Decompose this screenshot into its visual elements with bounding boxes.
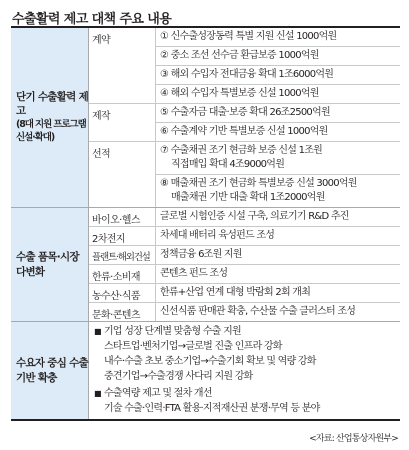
band-diversify	[11, 208, 400, 322]
group-shipping	[89, 142, 400, 207]
band-label-text: 단기 수출활력 제고	[16, 91, 89, 118]
sector-name: 플랜트·해외건설	[89, 246, 156, 264]
program-item-line1: ⑧ 매출채권 조기 현금화 특별보증 신설 3000억원	[160, 178, 357, 189]
program-item: ① 신수출성장동력 특별 지원 신설 1000억원	[156, 28, 400, 47]
group-production	[89, 104, 400, 142]
base-heading-text: 수출역량 제고 및 절차 개선	[104, 388, 212, 399]
band-short-term	[11, 28, 400, 208]
square-bullet-icon: ■	[94, 327, 101, 336]
sector-name: 문화·콘텐츠	[89, 303, 156, 321]
base-line: 내수·수출 초보 중소기업→수출기회 확보 및 역량 강화	[104, 356, 316, 367]
diversify-row	[89, 303, 400, 321]
base-line: 기술 수출·인력·FTA 활용·지적재산권 분쟁·무역 등 분야	[104, 403, 320, 414]
base-line: 스타트업·벤처기업→글로벌 진출 인프라 강화	[104, 341, 282, 352]
program-item: ③ 해외 수입자 전대금융 확대 1조6000억원	[156, 66, 400, 85]
base-heading	[89, 384, 400, 401]
base-heading-text: 기업 성장 단계별 맞춤형 수출 지원	[104, 326, 241, 337]
sector-value: 한류+산업 연계 대형 박람회 2회 개최	[160, 287, 311, 298]
sector-name: 농수산·식품	[89, 284, 156, 302]
band-content-short-term	[89, 28, 400, 207]
band-label-base	[11, 322, 89, 419]
sector-value: 정책금융 6조원 지원	[160, 249, 242, 260]
diversify-row	[89, 246, 400, 265]
program-item-line2: 직접매입 확대 4조9000억원	[171, 159, 285, 170]
diversify-row	[89, 284, 400, 303]
program-item: ② 중소 조선 선수금 환급보증 1000억원	[156, 47, 400, 66]
band-base	[11, 322, 400, 419]
page-title: 수출활력 제고 대책 주요 내용	[12, 12, 172, 27]
square-bullet-icon: ■	[94, 389, 101, 398]
sector-value: 신선식품 판매관 확충, 수산물 수출 클러스터 조성	[160, 306, 356, 317]
sector-value: 글로벌 시험인증 시설 구축, 의료기기 R&D 추진	[160, 211, 349, 222]
base-line: 중견기업→수출경쟁 사다리 지원 강화	[104, 371, 253, 382]
policy-table	[11, 26, 400, 421]
program-item	[156, 142, 400, 175]
band-label-diversify	[11, 208, 89, 321]
base-heading	[89, 322, 400, 339]
sector-name: 바이오·헬스	[89, 208, 156, 226]
band-content-diversify	[89, 208, 400, 321]
sector-value: 콘텐츠 펀드 조성	[160, 268, 228, 279]
diversify-row	[89, 208, 400, 227]
program-item	[156, 175, 400, 207]
group-name: 제작	[89, 104, 156, 141]
band-label-text: 수출 품목·시장 다변화	[16, 251, 79, 278]
program-item-line1: ⑦ 수출채권 조기 현금화 보증 신설 1조원	[160, 145, 323, 156]
program-item: ④ 해외 수입자 특별보증 신설 1000억원	[160, 88, 319, 99]
sector-name: 한류·소비재	[89, 265, 156, 283]
program-item-line2: 매출채권 기반 대출 확대 1조2000억원	[171, 192, 325, 203]
program-item: ⑤ 수출자금 대출·보증 확대 26조2500억원	[156, 104, 400, 123]
band-content-base	[89, 322, 400, 419]
band-label-text: 수요자 중심 수출기반 확충	[16, 357, 89, 384]
sector-value: 차세대 배터리 육성펀드 조성	[160, 230, 275, 241]
diversify-row	[89, 265, 400, 284]
band-label-short-term	[11, 28, 89, 207]
diversify-row	[89, 227, 400, 246]
group-name: 계약	[89, 28, 156, 103]
program-item: ⑥ 수출계약 기반 특별보증 신설 1000억원	[160, 126, 328, 137]
group-name: 선적	[89, 142, 156, 207]
group-contract	[89, 28, 400, 104]
source-note: <자료: 산업통상자원부>	[309, 434, 398, 444]
band-sublabel: (8대 지원 프로그램 신설·확대)	[16, 119, 86, 144]
sector-name: 2차전지	[89, 227, 156, 245]
